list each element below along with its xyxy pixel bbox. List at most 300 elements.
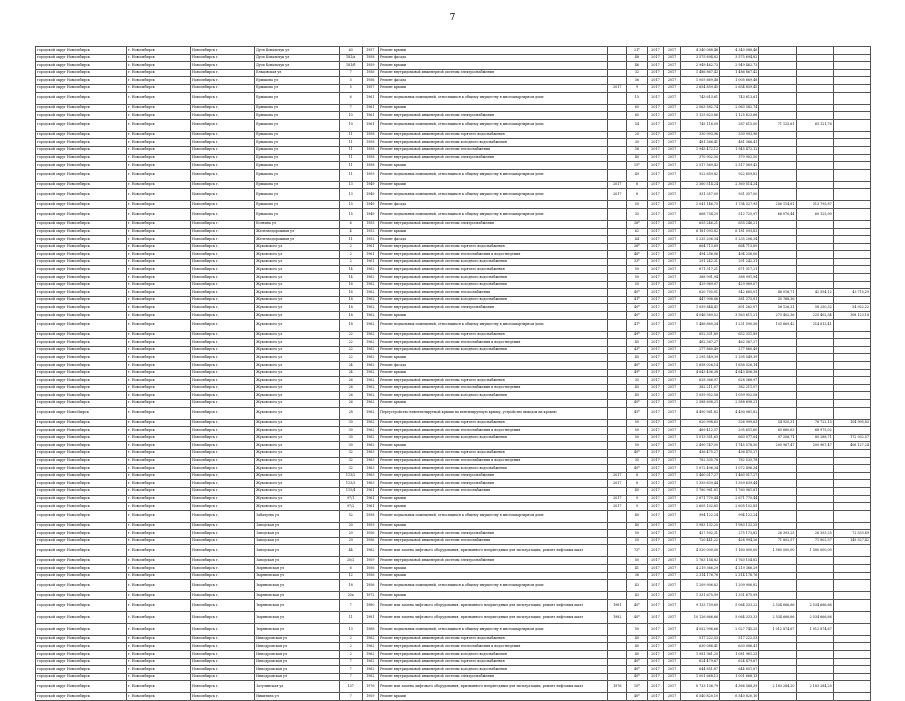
owner-funds-cell: 3 575 694,82 bbox=[720, 54, 759, 62]
locality-cell: Новосибирск г. bbox=[191, 251, 255, 259]
extra-year-cell bbox=[608, 465, 627, 473]
street-cell: Ермакова ул bbox=[255, 119, 340, 131]
budget-cell-2 bbox=[833, 228, 870, 236]
house-cell: 12 bbox=[339, 572, 362, 580]
extra-year-cell bbox=[608, 47, 627, 55]
end-year-cell: 2017 bbox=[664, 465, 681, 473]
owner-funds-cell: 5 235 206,34 bbox=[720, 236, 759, 244]
house-cell: 113/2 bbox=[339, 472, 362, 480]
street-cell: Ермакова ул bbox=[255, 181, 340, 189]
house-cell: 52 bbox=[339, 510, 362, 522]
locality-cell: Новосибирск г. bbox=[191, 427, 255, 435]
owner-funds-cell: 664 713,69 bbox=[720, 243, 759, 251]
extra-year-cell bbox=[608, 666, 627, 674]
fund-cell bbox=[759, 635, 796, 643]
year-cell: 1981 bbox=[362, 611, 379, 623]
end-year-cell: 2017 bbox=[664, 84, 681, 92]
start-year-cell: 2017 bbox=[647, 673, 664, 681]
extra-year-cell: 1981 bbox=[608, 599, 627, 611]
total-cost-cell: 620 998,63 bbox=[680, 419, 719, 427]
work-type-cell: Ремонт фасада bbox=[379, 54, 608, 62]
budget-cell-2: 104 995,83 bbox=[833, 419, 870, 427]
start-year-cell: 2017 bbox=[647, 651, 664, 659]
city-cell: г. Новосибирск bbox=[126, 296, 190, 304]
area-cell: 40* bbox=[627, 449, 648, 457]
area-cell: 36* bbox=[627, 220, 648, 228]
house-cell: 22 bbox=[339, 354, 362, 362]
start-year-cell: 2017 bbox=[647, 510, 664, 522]
house-cell: 2 bbox=[339, 651, 362, 659]
total-cost-cell: 1 486 867,42 bbox=[680, 69, 719, 77]
end-year-cell: 2017 bbox=[664, 266, 681, 274]
budget-cell-2 bbox=[833, 369, 870, 377]
start-year-cell: 2017 bbox=[647, 146, 664, 154]
end-year-cell: 2017 bbox=[664, 530, 681, 538]
extra-year-cell bbox=[608, 635, 627, 643]
owner-funds-cell: 782 535,78 bbox=[720, 457, 759, 465]
district-cell: городской округ Новосибирск bbox=[36, 112, 127, 120]
budget-cell-1 bbox=[796, 169, 833, 181]
street-cell: Затулинская ул bbox=[255, 681, 340, 693]
work-type-cell: Ремонт крыши bbox=[379, 565, 608, 573]
start-year-cell: 2017 bbox=[647, 189, 664, 201]
city-cell: г. Новосибирск bbox=[126, 228, 190, 236]
work-type-cell: Ремонт подвальных помещений, относящихся к общему имуществу в многоквартирном доме bbox=[379, 319, 608, 331]
extra-year-cell bbox=[608, 449, 627, 457]
extra-year-cell: 2017 bbox=[608, 189, 627, 201]
fund-cell bbox=[759, 392, 796, 400]
city-cell: г. Новосибирск bbox=[126, 304, 190, 312]
table-row bbox=[36, 243, 871, 251]
budget-cell-1 bbox=[796, 251, 833, 259]
locality-cell: Новосибирск г. bbox=[191, 472, 255, 480]
start-year-cell: 2017 bbox=[647, 289, 664, 297]
locality-cell: Новосибирск г. bbox=[191, 658, 255, 666]
table-row bbox=[36, 643, 871, 651]
table-row bbox=[36, 392, 871, 400]
budget-cell-1: 2 534 666,66 bbox=[796, 599, 833, 611]
locality-cell: Новосибирск г. bbox=[191, 377, 255, 385]
district-cell: городской округ Новосибирск bbox=[36, 522, 127, 530]
area-cell: 50 bbox=[627, 419, 648, 427]
city-cell: г. Новосибирск bbox=[126, 220, 190, 228]
district-cell: городской округ Новосибирск bbox=[36, 339, 127, 347]
fund-cell bbox=[759, 346, 796, 354]
area-cell: 35 bbox=[627, 208, 648, 220]
house-cell: 2 bbox=[339, 258, 362, 266]
city-cell: г. Новосибирск bbox=[126, 377, 190, 385]
area-cell: 35 bbox=[627, 457, 648, 465]
street-cell: Ипподромская ул bbox=[255, 658, 340, 666]
table-row bbox=[36, 635, 871, 643]
work-type-cell: Ремонт крыши bbox=[379, 47, 608, 55]
city-cell: г. Новосибирск bbox=[126, 77, 190, 85]
area-cell: 43* bbox=[627, 346, 648, 354]
extra-year-cell bbox=[608, 319, 627, 331]
area-cell: 40 bbox=[627, 651, 648, 659]
area-cell: 49 bbox=[627, 169, 648, 181]
budget-cell-1 bbox=[796, 331, 833, 339]
fund-cell: 54 920,31 bbox=[759, 419, 796, 427]
house-cell: 115/4 bbox=[339, 487, 362, 495]
area-cell: 43 bbox=[627, 592, 648, 600]
extra-year-cell bbox=[608, 537, 627, 545]
house-cell: 7 bbox=[339, 69, 362, 77]
owner-funds-cell: 630 086,41 bbox=[720, 643, 759, 651]
owner-funds-cell: 1 945 472,12 bbox=[720, 146, 759, 154]
fund-cell bbox=[759, 693, 796, 701]
budget-cell-1 bbox=[796, 666, 833, 674]
budget-cell-1 bbox=[796, 162, 833, 170]
locality-cell: Новосибирск г. bbox=[191, 666, 255, 674]
work-type-cell: Ремонт или замена лифтового оборудования, признанного непригодным для эксплуатации, ремонт лифтовых шахт bbox=[379, 681, 608, 693]
end-year-cell: 2017 bbox=[664, 643, 681, 651]
extra-year-cell bbox=[608, 312, 627, 320]
budget-cell-2 bbox=[833, 384, 870, 392]
budget-cell-2 bbox=[833, 236, 870, 244]
locality-cell: Новосибирск г. bbox=[191, 296, 255, 304]
locality-cell: Новосибирск г. bbox=[191, 201, 255, 209]
work-type-cell: Ремонт внутридомовой инженерной системы холодного водоснабжения bbox=[379, 258, 608, 266]
table-row bbox=[36, 369, 871, 377]
street-cell: Жуковского ул bbox=[255, 346, 340, 354]
table-row bbox=[36, 384, 871, 392]
year-cell: 1959 bbox=[362, 693, 379, 701]
start-year-cell: 2017 bbox=[647, 201, 664, 209]
budget-cell-1 bbox=[796, 495, 833, 503]
start-year-cell: 2017 bbox=[647, 236, 664, 244]
work-type-cell: Ремонт внутридомовой инженерной системы холодного водоснабжения bbox=[379, 281, 608, 289]
end-year-cell: 2017 bbox=[664, 442, 681, 450]
end-year-cell: 2017 bbox=[664, 319, 681, 331]
fund-cell bbox=[759, 557, 796, 565]
city-cell: г. Новосибирск bbox=[126, 331, 190, 339]
locality-cell: Новосибирск г. bbox=[191, 480, 255, 488]
street-cell: Жуковского ул bbox=[255, 434, 340, 442]
year-cell: 1963 bbox=[362, 457, 379, 465]
start-year-cell: 2017 bbox=[647, 635, 664, 643]
city-cell: г. Новосибирск bbox=[126, 266, 190, 274]
locality-cell: Новосибирск г. bbox=[191, 623, 255, 635]
work-type-cell: Ремонт фасада bbox=[379, 236, 608, 244]
district-cell: городской округ Новосибирск bbox=[36, 236, 127, 244]
street-cell: Железнодорожная ул bbox=[255, 236, 340, 244]
district-cell: городской округ Новосибирск bbox=[36, 693, 127, 701]
budget-cell-1 bbox=[796, 592, 833, 600]
total-cost-cell: 2 041 146,75 bbox=[680, 201, 719, 209]
budget-cell-1 bbox=[796, 635, 833, 643]
work-type-cell: Ремонт крыши bbox=[379, 693, 608, 701]
budget-cell-1 bbox=[796, 47, 833, 55]
fund-cell bbox=[759, 643, 796, 651]
year-cell: 1963 bbox=[362, 480, 379, 488]
locality-cell: Новосибирск г. bbox=[191, 503, 255, 511]
district-cell: городской округ Новосибирск bbox=[36, 369, 127, 377]
owner-funds-cell: 891 262,07 bbox=[720, 304, 759, 312]
street-cell: Жуковского ул bbox=[255, 449, 340, 457]
end-year-cell: 2017 bbox=[664, 281, 681, 289]
house-cell: 28 bbox=[339, 407, 362, 419]
owner-funds-cell: 655 246,21 bbox=[720, 220, 759, 228]
area-cell: 41* bbox=[627, 296, 648, 304]
end-year-cell: 2017 bbox=[664, 146, 681, 154]
district-cell: городской округ Новосибирск bbox=[36, 266, 127, 274]
city-cell: г. Новосибирск bbox=[126, 208, 190, 220]
work-type-cell: Ремонт крыши bbox=[379, 503, 608, 511]
work-type-cell: Переустройство невентилируемой крыши на вентилируемую крышу, устройство выходов на кровлю bbox=[379, 407, 608, 419]
extra-year-cell bbox=[608, 169, 627, 181]
locality-cell: Новосибирск г. bbox=[191, 510, 255, 522]
table-row bbox=[36, 465, 871, 473]
extra-year-cell bbox=[608, 236, 627, 244]
fund-cell bbox=[759, 339, 796, 347]
extra-year-cell bbox=[608, 362, 627, 370]
district-cell: городской округ Новосибирск bbox=[36, 162, 127, 170]
budget-cell-1: 65 121,76 bbox=[796, 119, 833, 131]
fund-cell bbox=[759, 362, 796, 370]
budget-cell-2 bbox=[833, 84, 870, 92]
city-cell: г. Новосибирск bbox=[126, 449, 190, 457]
district-cell: городской округ Новосибирск bbox=[36, 346, 127, 354]
locality-cell: Новосибирск г. bbox=[191, 449, 255, 457]
total-cost-cell: 4 520 000,00 bbox=[680, 545, 719, 557]
district-cell: городской округ Новосибирск bbox=[36, 131, 127, 139]
area-cell: 50 bbox=[627, 623, 648, 635]
year-cell: 1949 bbox=[362, 201, 379, 209]
extra-year-cell bbox=[608, 545, 627, 557]
total-cost-cell: 1 059 844,41 bbox=[680, 304, 719, 312]
city-cell: г. Новосибирск bbox=[126, 339, 190, 347]
table-row bbox=[36, 666, 871, 674]
start-year-cell: 2017 bbox=[647, 258, 664, 266]
total-cost-cell: 6 540 820,10 bbox=[680, 693, 719, 701]
total-cost-cell: 469 412,57 bbox=[680, 427, 719, 435]
table-row bbox=[36, 399, 871, 407]
fund-cell bbox=[759, 243, 796, 251]
table-row bbox=[36, 495, 871, 503]
owner-funds-cell: 2 063 582,74 bbox=[720, 104, 759, 112]
end-year-cell: 2017 bbox=[664, 565, 681, 573]
end-year-cell: 2017 bbox=[664, 169, 681, 181]
table-row bbox=[36, 189, 871, 201]
locality-cell: Новосибирск г. bbox=[191, 362, 255, 370]
year-cell: 1952 bbox=[362, 228, 379, 236]
end-year-cell: 2017 bbox=[664, 557, 681, 565]
year-cell: 1962 bbox=[362, 419, 379, 427]
budget-cell-1 bbox=[796, 522, 833, 530]
table-row bbox=[36, 510, 871, 522]
extra-year-cell bbox=[608, 201, 627, 209]
total-cost-cell: 4 052 996,66 bbox=[680, 623, 719, 635]
locality-cell: Новосибирск г. bbox=[191, 62, 255, 70]
fund-cell bbox=[759, 522, 796, 530]
house-cell: 11 bbox=[339, 146, 362, 154]
locality-cell: Новосибирск г. bbox=[191, 635, 255, 643]
owner-funds-cell: 2 027 745,25 bbox=[720, 623, 759, 635]
total-cost-cell: 4 219 366,29 bbox=[680, 565, 719, 573]
city-cell: г. Новосибирск bbox=[126, 457, 190, 465]
start-year-cell: 2017 bbox=[647, 666, 664, 674]
area-cell: 40* bbox=[627, 465, 648, 473]
start-year-cell: 2017 bbox=[647, 449, 664, 457]
total-cost-cell: 1 072 496,34 bbox=[680, 465, 719, 473]
street-cell: Ермакова ул bbox=[255, 201, 340, 209]
start-year-cell: 2017 bbox=[647, 92, 664, 104]
city-cell: г. Новосибирск bbox=[126, 274, 190, 282]
house-cell: 11 bbox=[339, 162, 362, 170]
city-cell: г. Новосибирск bbox=[126, 658, 190, 666]
work-type-cell: Ремонт крыши bbox=[379, 312, 608, 320]
city-cell: г. Новосибирск bbox=[126, 537, 190, 545]
total-cost-cell: 1 081 961,25 bbox=[680, 651, 719, 659]
budget-cell-2 bbox=[833, 251, 870, 259]
year-cell: 1972 bbox=[362, 592, 379, 600]
end-year-cell: 2017 bbox=[664, 181, 681, 189]
year-cell: 1952 bbox=[362, 236, 379, 244]
extra-year-cell bbox=[608, 54, 627, 62]
work-type-cell: Ремонт крыши bbox=[379, 592, 608, 600]
work-type-cell: Ремонт крыши bbox=[379, 399, 608, 407]
year-cell: 1961 bbox=[362, 503, 379, 511]
fund-cell bbox=[759, 495, 796, 503]
district-cell: городской округ Новосибирск bbox=[36, 258, 127, 266]
table-row bbox=[36, 146, 871, 154]
budget-cell-1: 68 975,02 bbox=[796, 427, 833, 435]
city-cell: г. Новосибирск bbox=[126, 611, 190, 623]
street-cell: Жуковского ул bbox=[255, 377, 340, 385]
area-cell: 32 bbox=[627, 69, 648, 77]
locality-cell: Новосибирск г. bbox=[191, 189, 255, 201]
street-cell: Ермакова ул bbox=[255, 154, 340, 162]
budget-cell-2: 172 932,57 bbox=[833, 434, 870, 442]
budget-cell-2 bbox=[833, 487, 870, 495]
budget-cell-2: 308 123,18 bbox=[833, 312, 870, 320]
total-cost-cell: 2 517 569,42 bbox=[680, 162, 719, 170]
fund-cell bbox=[759, 281, 796, 289]
work-type-cell: Ремонт внутридомовой инженерной системы электроснабжения bbox=[379, 112, 608, 120]
street-cell: Ипподромская ул bbox=[255, 673, 340, 681]
budget-cell-2 bbox=[833, 427, 870, 435]
start-year-cell: 2017 bbox=[647, 377, 664, 385]
end-year-cell: 2017 bbox=[664, 289, 681, 297]
table-row bbox=[36, 427, 871, 435]
street-cell: Ермакова ул bbox=[255, 77, 340, 85]
total-cost-cell: 427 592,31 bbox=[680, 530, 719, 538]
area-cell: 40* bbox=[627, 289, 648, 297]
budget-cell-2 bbox=[833, 119, 870, 131]
budget-cell-2: 54 922,22 bbox=[833, 304, 870, 312]
house-cell: 11 bbox=[339, 131, 362, 139]
budget-cell-1 bbox=[796, 673, 833, 681]
start-year-cell: 2017 bbox=[647, 119, 664, 131]
total-cost-cell: 330 993,96 bbox=[680, 131, 719, 139]
budget-cell-2 bbox=[833, 392, 870, 400]
table-row bbox=[36, 220, 871, 228]
fund-cell bbox=[759, 331, 796, 339]
total-cost-cell: 1 359 639,44 bbox=[680, 480, 719, 488]
fund-cell bbox=[759, 47, 796, 55]
year-cell: 1959 bbox=[362, 169, 379, 181]
street-cell: Жуковского ул bbox=[255, 407, 340, 419]
total-cost-cell: 624 479,67 bbox=[680, 658, 719, 666]
house-cell: 24 bbox=[339, 362, 362, 370]
city-cell: г. Новосибирск bbox=[126, 495, 190, 503]
work-type-cell: Ремонт внутридомовой инженерной системы теплоснабжения bbox=[379, 146, 608, 154]
street-cell: Ипподромская ул bbox=[255, 643, 340, 651]
locality-cell: Новосибирск г. bbox=[191, 84, 255, 92]
budget-cell-1: 313 795,87 bbox=[796, 201, 833, 209]
end-year-cell: 2017 bbox=[664, 274, 681, 282]
city-cell: г. Новосибирск bbox=[126, 346, 190, 354]
year-cell: 1962 bbox=[362, 319, 379, 331]
total-cost-cell: 644 851,87 bbox=[680, 666, 719, 674]
total-cost-cell: 517 222,53 bbox=[680, 635, 719, 643]
district-cell: городской округ Новосибирск bbox=[36, 354, 127, 362]
area-cell: 45 bbox=[627, 392, 648, 400]
budget-cell-2 bbox=[833, 449, 870, 457]
fund-cell bbox=[759, 84, 796, 92]
work-type-cell: Ремонт внутридомовой инженерной системы холодного водоснабжения bbox=[379, 346, 608, 354]
street-cell: Жуковского ул bbox=[255, 243, 340, 251]
street-cell: Зыряновская ул bbox=[255, 611, 340, 623]
budget-cell-2 bbox=[833, 281, 870, 289]
end-year-cell: 2017 bbox=[664, 201, 681, 209]
extra-year-cell bbox=[608, 243, 627, 251]
work-type-cell: Ремонт крыши bbox=[379, 228, 608, 236]
fund-cell: 65 660,63 bbox=[759, 427, 796, 435]
street-cell: Никитина ул bbox=[255, 693, 340, 701]
end-year-cell: 2017 bbox=[664, 104, 681, 112]
owner-funds-cell: 6 540 820,10 bbox=[720, 693, 759, 701]
area-cell: 8 bbox=[627, 472, 648, 480]
budget-cell-1 bbox=[796, 457, 833, 465]
owner-funds-cell: 481 366,41 bbox=[720, 139, 759, 147]
budget-cell-2 bbox=[833, 510, 870, 522]
owner-funds-cell: 628 366,97 bbox=[720, 377, 759, 385]
district-cell: городской округ Новосибирск bbox=[36, 69, 127, 77]
year-cell: 1963 bbox=[362, 449, 379, 457]
owner-funds-cell: 382 211,07 bbox=[720, 384, 759, 392]
street-cell: Жуковского ул bbox=[255, 319, 340, 331]
street-cell: Ермакова ул bbox=[255, 112, 340, 120]
district-cell: городской округ Новосибирск bbox=[36, 611, 127, 623]
extra-year-cell bbox=[608, 220, 627, 228]
end-year-cell: 2017 bbox=[664, 189, 681, 201]
budget-cell-2 bbox=[833, 651, 870, 659]
house-cell: 26 bbox=[339, 399, 362, 407]
end-year-cell: 2017 bbox=[664, 331, 681, 339]
end-year-cell: 2017 bbox=[664, 510, 681, 522]
fund-cell bbox=[759, 189, 796, 201]
city-cell: г. Новосибирск bbox=[126, 112, 190, 120]
district-cell: городской округ Новосибирск bbox=[36, 530, 127, 538]
area-cell: 9 bbox=[627, 503, 648, 511]
owner-funds-cell: 2 654 859,45 bbox=[720, 84, 759, 92]
fund-cell bbox=[759, 658, 796, 666]
area-cell: 36 bbox=[627, 77, 648, 85]
total-cost-cell: 931 357,00 bbox=[680, 189, 719, 201]
owner-funds-cell: 542 665,01 bbox=[720, 289, 759, 297]
budget-cell-1: 80 288,71 bbox=[796, 434, 833, 442]
budget-cell-2 bbox=[833, 266, 870, 274]
budget-cell-1 bbox=[796, 384, 833, 392]
budget-cell-2 bbox=[833, 407, 870, 419]
work-type-cell: Ремонт внутридомовой инженерной системы горячего водоснабжения bbox=[379, 377, 608, 385]
city-cell: г. Новосибирск bbox=[126, 557, 190, 565]
table-row bbox=[36, 69, 871, 77]
city-cell: г. Новосибирск bbox=[126, 139, 190, 147]
locality-cell: Новосибирск г. bbox=[191, 369, 255, 377]
